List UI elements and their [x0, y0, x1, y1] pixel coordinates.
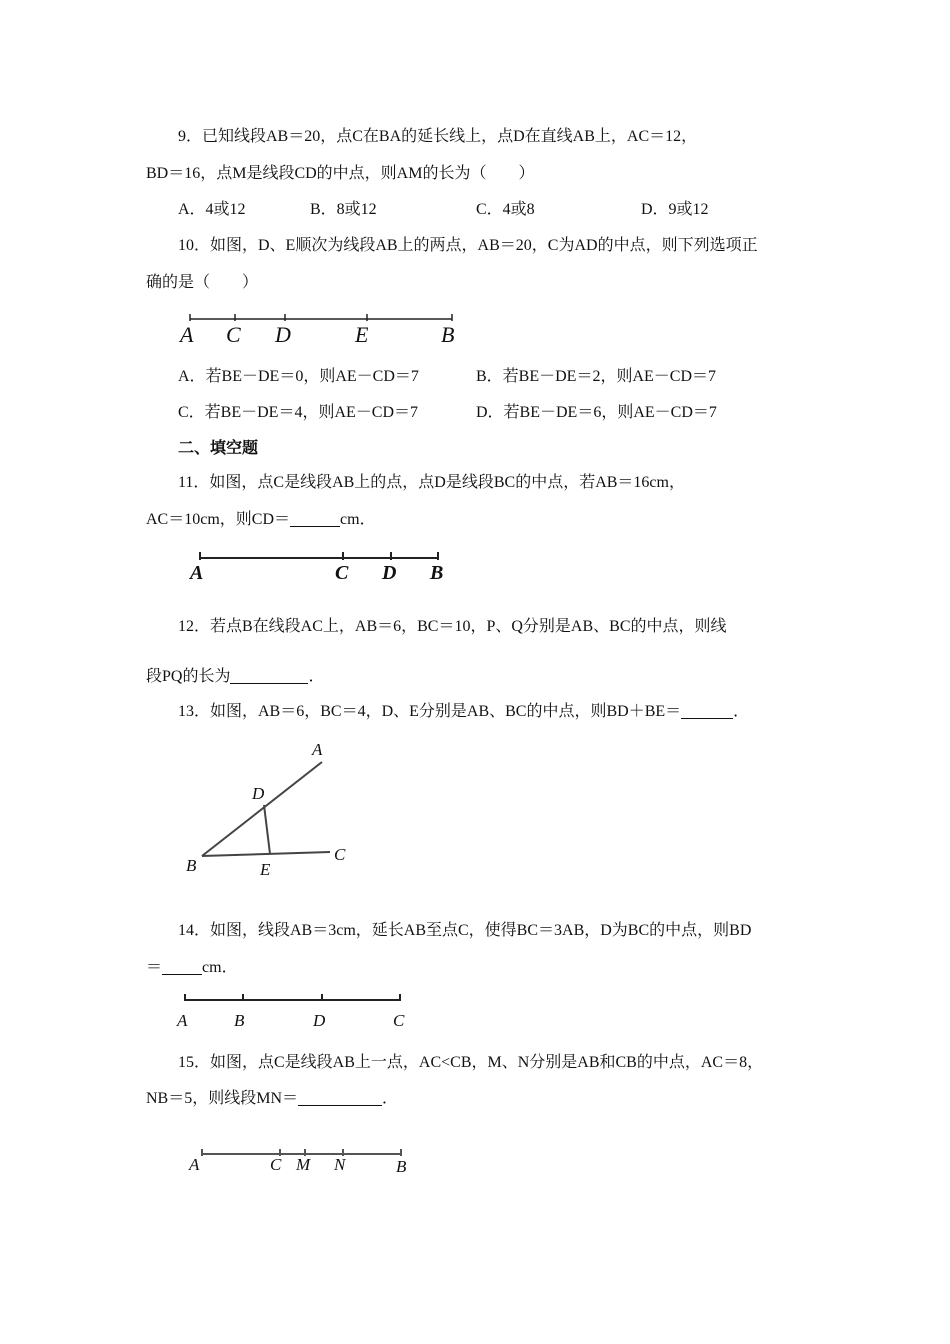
q10-label-d: D [275, 322, 291, 347]
q9-line1: 9．已知线段AB＝20，点C在BA的延长线上，点D在直线AB上，AC＝12， [178, 128, 698, 145]
q14-label-d: D [313, 1011, 326, 1030]
q15-line1: 15．如图，点C是线段AB上一点，AC<CB，M、N分别是AB和CB的中点，AC＝8， [178, 1054, 764, 1071]
q15-answer-blank[interactable] [298, 1089, 382, 1106]
q11-line2-text: AC＝10cm，则CD＝ [146, 511, 291, 528]
q13-label-c: C [334, 845, 346, 864]
q12-line1: 12．若点B在线段AC上，AB＝6，BC＝10，P、Q分别是AB、BC的中点，则线 [178, 618, 727, 635]
q10-label-a: A [180, 322, 194, 347]
q11-figure [196, 550, 456, 570]
q12-line2-end: ． [308, 668, 325, 685]
q11-line2-unit: cm． [340, 511, 376, 528]
q10-label-c: C [226, 322, 241, 347]
q15-label-c: C [270, 1155, 282, 1174]
q11-line1: 11．如图，点C是线段AB上的点，点D是线段BC的中点，若AB＝16cm， [178, 474, 685, 491]
q13-answer-blank[interactable] [681, 702, 733, 719]
q15-line2-text: NB＝5，则线段MN＝ [146, 1090, 299, 1107]
q11-label-b: B [430, 562, 444, 584]
q14-line2-unit: cm． [202, 959, 238, 976]
q11-label-d: D [382, 562, 397, 584]
q13-label-b: B [186, 856, 197, 875]
q12-line2-text: 段PQ的长为 [146, 668, 231, 685]
q15-label-n: N [334, 1155, 346, 1174]
q10-option-d: D．若BE－DE＝6，则AE－CD＝7 [476, 404, 717, 421]
q14-label-c: C [393, 1011, 405, 1030]
q14-line2 [146, 957, 238, 979]
q14-figure [182, 993, 422, 1013]
q11-label-a: A [190, 562, 204, 584]
q10-figure [180, 310, 480, 350]
q14-label-b: B [234, 1011, 245, 1030]
q13-label-a: A [312, 740, 323, 759]
q14-answer-blank[interactable] [162, 958, 202, 975]
q13-line1-text: 13．如图，AB＝6，BC＝4，D、E分别是AB、BC的中点，则BD＋BE＝ [178, 703, 682, 720]
q13-line1 [178, 701, 749, 723]
q9-line2: BD＝16，点M是线段CD的中点，则AM的长为（ ） [146, 165, 535, 182]
q13-segment-bc [202, 852, 330, 856]
q10-label-e: E [355, 322, 369, 347]
q13-segment-ba [202, 762, 322, 856]
q10-line1: 10．如图，D、E顺次为线段AB上的两点，AB＝20，C为AD的中点，则下列选项正 [178, 237, 758, 254]
q9-option-c: C．4或8 [476, 201, 535, 218]
q13-line1-end: ． [733, 703, 750, 720]
q15-line2-end: ． [382, 1090, 399, 1107]
q12-line2 [146, 666, 324, 688]
q15-line2 [146, 1088, 398, 1110]
q10-option-c: C．若BE－DE＝4，则AE－CD＝7 [178, 404, 419, 421]
q9-option-b: B．8或12 [310, 201, 377, 218]
section-title: 二、填空题 [178, 440, 259, 457]
q10-label-b: B [441, 322, 455, 347]
q13-label-d: D [252, 784, 265, 803]
q13-figure [180, 740, 380, 880]
q15-label-b: B [396, 1157, 407, 1176]
q9-option-d: D．9或12 [641, 201, 709, 218]
q15-label-a: A [189, 1155, 200, 1174]
q11-label-c: C [335, 562, 349, 584]
q10-option-a: A．若BE－DE＝0，则AE－CD＝7 [178, 368, 419, 385]
q13-segment-de [264, 805, 270, 854]
q14-line1: 14．如图，线段AB＝3cm，延长AB至点C，使得BC＝3AB，D为BC的中点，则BD [178, 922, 752, 939]
q10-option-b: B．若BE－DE＝2，则AE－CD＝7 [476, 368, 717, 385]
q11-answer-blank[interactable] [290, 510, 340, 527]
q11-line2 [146, 509, 376, 531]
q9-option-a: A．4或12 [178, 201, 246, 218]
q12-answer-blank[interactable] [230, 667, 308, 684]
q14-label-a: A [177, 1011, 188, 1030]
q14-line2-text: ＝ [146, 959, 163, 976]
q10-line2: 确的是（ ） [146, 274, 259, 291]
q15-label-m: M [296, 1155, 311, 1174]
q13-label-e: E [260, 860, 271, 879]
